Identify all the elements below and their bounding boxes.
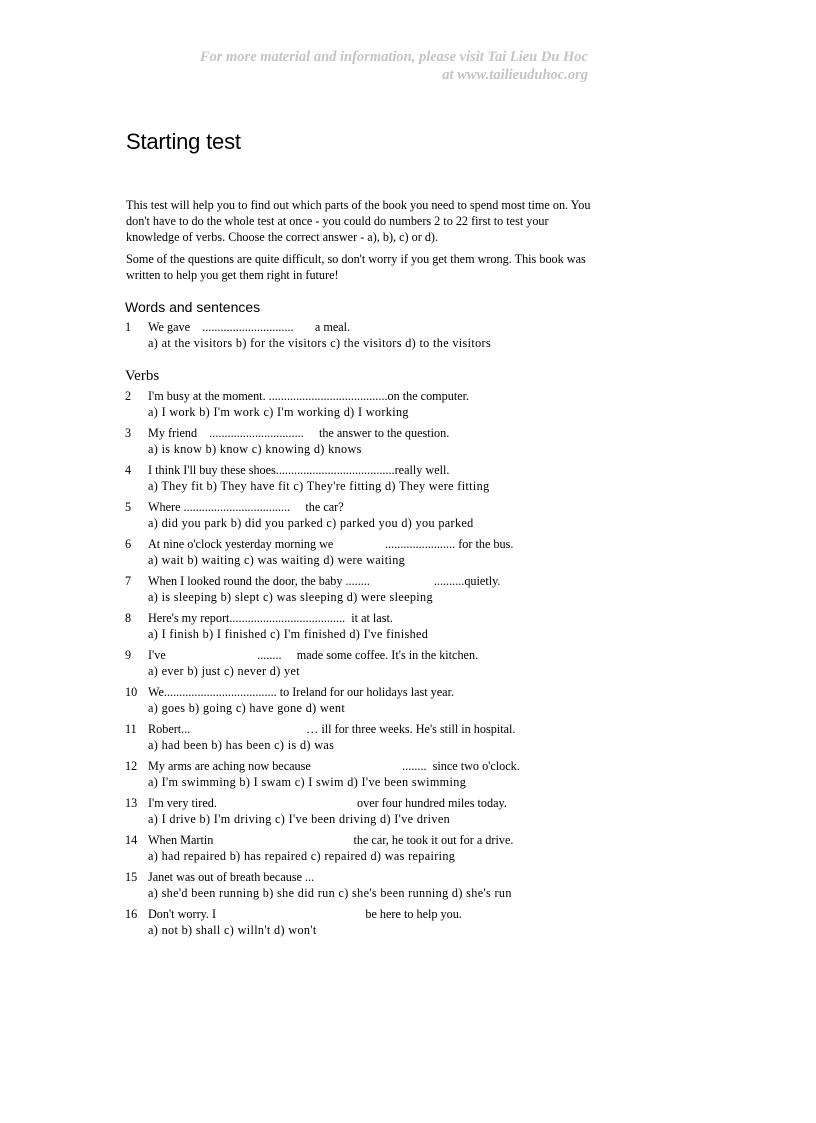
intro-paragraph-1: This test will help you to find out which parts of the book you need to spend most time on. You don't have to do the whole test at once - you could do numbers 2 to 22 first to test your knowledge of verbs. Choose the correct answer - a), b), c) or d). xyxy=(126,198,591,244)
question-item xyxy=(126,758,596,790)
question-item xyxy=(126,388,596,420)
question-number: 3 xyxy=(125,426,132,440)
question-number: 11 xyxy=(125,722,137,736)
question-item xyxy=(126,499,596,531)
question-stem: Here's my report...................................... it at last. xyxy=(148,611,393,625)
question-number: 4 xyxy=(125,463,132,477)
question-stem: I'm very tired. over four hundred miles today. xyxy=(148,796,507,810)
question-item xyxy=(126,721,596,753)
answer-options: a) had repaired b) has repaired c) repaired d) was repairing xyxy=(148,849,456,863)
answer-options: a) did you park b) did you parked c) parked you d) you parked xyxy=(148,516,474,530)
question-item xyxy=(126,684,596,716)
question-item xyxy=(126,832,596,864)
answer-options: a) I'm swimming b) I swam c) I swim d) I've been swimming xyxy=(148,775,467,789)
question-number: 6 xyxy=(125,537,132,551)
question-number: 2 xyxy=(125,389,132,403)
section-verbs xyxy=(126,388,596,938)
question-item xyxy=(126,869,596,901)
intro-paragraph-2: Some of the questions are quite difficult, so don't worry if you get them wrong. This book was written to help you get them right in future! xyxy=(126,252,586,282)
section-heading-words-and-sentences: Words and sentences xyxy=(125,299,261,315)
question-stem: I think I'll buy these shoes.......................................really well. xyxy=(148,463,450,477)
answer-options: a) I drive b) I'm driving c) I've been driving d) I've driven xyxy=(148,812,451,826)
question-item xyxy=(126,319,596,351)
question-stem: Don't worry. I be here to help you. xyxy=(148,907,462,921)
question-stem: When Martin the car, he took it out for a drive. xyxy=(148,833,514,847)
question-stem: At nine o'clock yesterday morning we ....................... for the bus. xyxy=(148,537,514,551)
question-stem: Robert... … ill for three weeks. He's still in hospital. xyxy=(148,722,516,736)
question-stem: We gave .............................. a meal. xyxy=(148,320,351,334)
question-number: 7 xyxy=(125,574,132,588)
question-number: 13 xyxy=(125,796,138,810)
answer-options: a) is sleeping b) slept c) was sleeping d) were sleeping xyxy=(148,590,433,604)
question-item xyxy=(126,425,596,457)
page-title: Starting test xyxy=(126,129,241,154)
question-number: 9 xyxy=(125,648,132,662)
question-number: 1 xyxy=(125,320,132,334)
question-stem: I've ........ made some coffee. It's in the kitchen. xyxy=(148,648,479,662)
question-stem: When I looked round the door, the baby ........ ..........quietly. xyxy=(148,574,501,588)
question-stem: My friend ............................... the answer to the question. xyxy=(148,426,450,440)
question-item xyxy=(126,610,596,642)
question-number: 8 xyxy=(125,611,132,625)
answer-options: a) wait b) waiting c) was waiting d) were waiting xyxy=(148,553,406,567)
answer-options: a) They fit b) They have fit c) They're fitting d) They were fitting xyxy=(148,479,490,493)
question-number: 15 xyxy=(125,870,138,884)
question-stem: Where ................................... the car? xyxy=(148,500,344,514)
question-stem: I'm busy at the moment. .......................................on the computer. xyxy=(148,389,470,403)
answer-options: a) goes b) going c) have gone d) went xyxy=(148,701,346,715)
answer-options: a) I finish b) I finished c) I'm finished d) I've finished xyxy=(148,627,429,641)
section-heading-verbs: Verbs xyxy=(125,368,160,384)
answer-options: a) had been b) has been c) is d) was xyxy=(148,738,335,752)
answer-options: a) she'd been running b) she did run c) she's been running d) she's run xyxy=(148,886,512,900)
question-number: 16 xyxy=(125,907,138,921)
question-number: 12 xyxy=(125,759,138,773)
question-stem: We..................................... to Ireland for our holidays last year. xyxy=(148,685,455,699)
question-number: 5 xyxy=(125,500,132,514)
watermark-line-2: at www.tailieuduhoc.org xyxy=(442,67,588,83)
question-stem: Janet was out of breath because ... xyxy=(148,870,315,884)
question-item xyxy=(126,647,596,679)
answer-options: a) is know b) know c) knowing d) knows xyxy=(148,442,362,456)
question-item xyxy=(126,573,596,605)
watermark xyxy=(120,48,588,84)
answer-options: a) ever b) just c) never d) yet xyxy=(148,664,300,678)
test-content xyxy=(126,197,596,943)
question-item xyxy=(126,536,596,568)
watermark-line-1: For more material and information, please visit Tai Lieu Du Hoc xyxy=(199,49,588,65)
section-words-and-sentences xyxy=(126,319,596,351)
answer-options: a) at the visitors b) for the visitors c) the visitors d) to the visitors xyxy=(148,336,492,350)
answer-options: a) I work b) I'm work c) I'm working d) I working xyxy=(148,405,409,419)
question-item xyxy=(126,906,596,938)
answer-options: a) not b) shall c) willn't d) won't xyxy=(148,923,317,937)
question-item xyxy=(126,795,596,827)
question-number: 14 xyxy=(125,833,138,847)
question-item xyxy=(126,462,596,494)
question-number: 10 xyxy=(125,685,138,699)
question-stem: My arms are aching now because ........ since two o'clock. xyxy=(148,759,520,773)
